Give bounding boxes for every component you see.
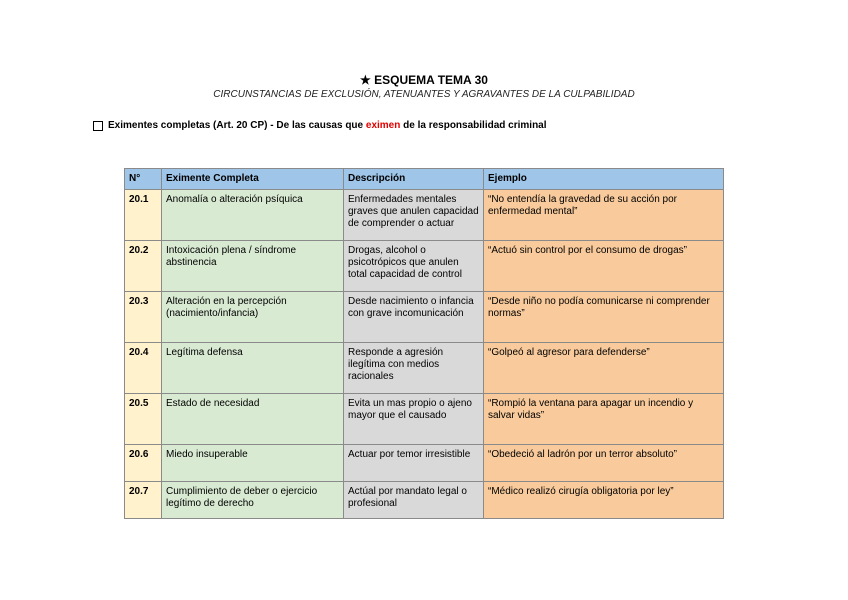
title-text: ESQUEMA TEMA 30 xyxy=(374,73,488,87)
cell-num: 20.1 xyxy=(125,190,162,241)
section-highlight: eximen xyxy=(365,120,401,131)
cell-eximente: Alteración en la percepción (nacimiento/infancia) xyxy=(162,292,344,343)
cell-ejemplo: “Médico realizó cirugía obligatoria por ley” xyxy=(484,482,724,519)
cell-descripcion: Responde a agresión ilegítima con medios racionales xyxy=(344,343,484,394)
cell-ejemplo: “Golpeó al agresor para defenderse” xyxy=(484,343,724,394)
table-row xyxy=(125,292,724,343)
cell-descripcion: Enfermedades mentales graves que anulen capacidad de comprender o actuar xyxy=(344,190,484,241)
column-header-num: N° xyxy=(125,169,162,190)
cell-ejemplo: “Obedeció al ladrón por un terror absoluto” xyxy=(484,445,724,482)
cell-ejemplo: “No entendía la gravedad de su acción por enfermedad mental” xyxy=(484,190,724,241)
column-header-ejemplo: Ejemplo xyxy=(484,169,724,190)
cell-num: 20.4 xyxy=(125,343,162,394)
cell-eximente: Anomalía o alteración psíquica xyxy=(162,190,344,241)
table-row xyxy=(125,445,724,482)
cell-ejemplo: “Desde niño no podía comunicarse ni comprender normas” xyxy=(484,292,724,343)
cell-descripcion: Actuar por temor irresistible xyxy=(344,445,484,482)
cell-descripcion: Desde nacimiento o infancia con grave incomunicación xyxy=(344,292,484,343)
cell-num: 20.6 xyxy=(125,445,162,482)
star-icon: ★ xyxy=(360,73,371,87)
cell-eximente: Intoxicación plena / síndrome abstinencia xyxy=(162,241,344,292)
section-text-before: Eximentes completas (Art. 20 CP) - De las causas que xyxy=(108,120,366,131)
cell-num: 20.2 xyxy=(125,241,162,292)
section-text-after: de la responsabilidad criminal xyxy=(400,120,547,131)
section-heading xyxy=(93,120,547,132)
cell-eximente: Miedo insuperable xyxy=(162,445,344,482)
table-row xyxy=(125,343,724,394)
checkbox-icon[interactable] xyxy=(93,121,103,131)
cell-eximente: Estado de necesidad xyxy=(162,394,344,445)
table-row xyxy=(125,482,724,519)
cell-num: 20.3 xyxy=(125,292,162,343)
cell-num: 20.5 xyxy=(125,394,162,445)
cell-ejemplo: “Rompió la ventana para apagar un incendio y salvar vidas” xyxy=(484,394,724,445)
table-header-row xyxy=(125,169,724,190)
cell-descripcion: Evita un mas propio o ajeno mayor que el causado xyxy=(344,394,484,445)
table-row xyxy=(125,190,724,241)
table-row xyxy=(125,241,724,292)
eximentes-table xyxy=(124,168,724,519)
cell-descripcion: Drogas, alcohol o psicotrópicos que anulen total capacidad de control xyxy=(344,241,484,292)
cell-eximente: Legítima defensa xyxy=(162,343,344,394)
column-header-eximente: Eximente Completa xyxy=(162,169,344,190)
document-subtitle: CIRCUNSTANCIAS DE EXCLUSIÓN, ATENUANTES Y AGRAVANTES DE LA CULPABILIDAD xyxy=(213,89,635,100)
cell-ejemplo: “Actuó sin control por el consumo de drogas” xyxy=(484,241,724,292)
cell-num: 20.7 xyxy=(125,482,162,519)
cell-eximente: Cumplimiento de deber o ejercicio legítimo de derecho xyxy=(162,482,344,519)
table-row xyxy=(125,394,724,445)
cell-descripcion: Actúal por mandato legal o profesional xyxy=(344,482,484,519)
document-title xyxy=(0,73,848,87)
column-header-descripcion: Descripción xyxy=(344,169,484,190)
